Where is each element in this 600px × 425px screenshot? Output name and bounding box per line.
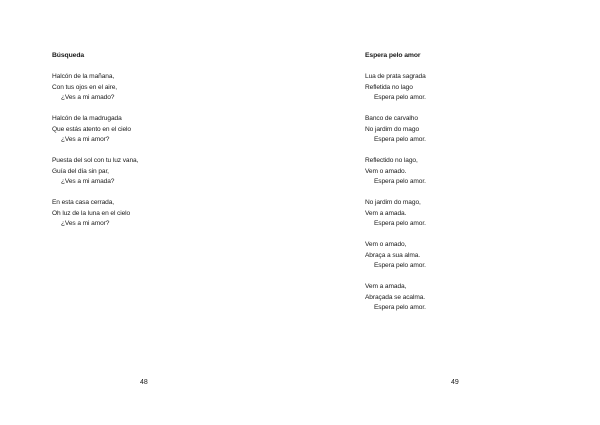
- poem-refrain: Espera pelo amor.: [374, 304, 426, 312]
- poem-line: Reflectido no lago,: [365, 157, 418, 165]
- right-page: [300, 0, 600, 425]
- stanza: [52, 156, 138, 187]
- poem-line: No jardim do mago,: [365, 199, 421, 207]
- stanza: [52, 198, 138, 229]
- poem-line: Oh luz de la luna en el cielo: [52, 209, 131, 217]
- poem-line: No jardim do mago: [365, 125, 420, 133]
- poem-refrain: Espera pelo amor.: [374, 178, 426, 186]
- poem-line: Refletida no lago: [365, 83, 413, 91]
- stanza: [365, 198, 426, 229]
- stanza: [365, 114, 426, 145]
- poem-line: Halcón de la mañana,: [52, 73, 115, 81]
- stanza: [365, 240, 426, 271]
- page-number: 48: [140, 379, 148, 386]
- poem-line: Puesta del sol con tu luz vana,: [52, 157, 139, 165]
- poem-busqueda: [52, 51, 138, 240]
- stanza: [52, 72, 138, 103]
- poem-line: Halcón de la madrugada: [52, 115, 122, 123]
- poem-refrain: Espera pelo amor.: [374, 262, 426, 270]
- page-number: 49: [451, 379, 459, 386]
- poem-line: Banco de carvalho: [365, 115, 418, 123]
- poem-line: Guía del día sin par,: [52, 167, 109, 175]
- poem-espera-pelo-amor: [365, 51, 426, 325]
- poem-line: Vem a amada,: [365, 283, 407, 291]
- poem-refrain: Espera pelo amor.: [374, 136, 426, 144]
- poem-refrain: ¿Ves a mi amada?: [61, 178, 115, 186]
- poem-line: Vem a amada.: [365, 209, 407, 217]
- poem-line: Que estás atento en el cielo: [52, 125, 131, 133]
- poem-line: Vem o amado.: [365, 167, 407, 175]
- stanza: [52, 114, 138, 145]
- poem-refrain: ¿Ves a mi amor?: [61, 220, 110, 228]
- poem-refrain: Espera pelo amor.: [374, 220, 426, 228]
- stanza: [365, 282, 426, 313]
- poem-line: Abraçada se acalma.: [365, 293, 426, 301]
- poem-line: En esta casa cerrada,: [52, 199, 115, 207]
- poem-refrain: ¿Ves a mi amado?: [61, 94, 115, 102]
- poem-line: Con tus ojos en el aire,: [52, 83, 118, 91]
- poem-title: Búsqueda: [52, 52, 85, 59]
- stanza: [365, 72, 426, 103]
- poem-line: Lua de prata sagrada: [365, 73, 426, 81]
- poem-title: Espera pelo amor: [365, 52, 421, 59]
- poem-refrain: Espera pelo amor.: [374, 94, 426, 102]
- poem-refrain: ¿Ves a mi amor?: [61, 136, 110, 144]
- stanza: [365, 156, 426, 187]
- poem-line: Abraça a sua alma.: [365, 251, 421, 259]
- poem-line: Vem o amado,: [365, 241, 407, 249]
